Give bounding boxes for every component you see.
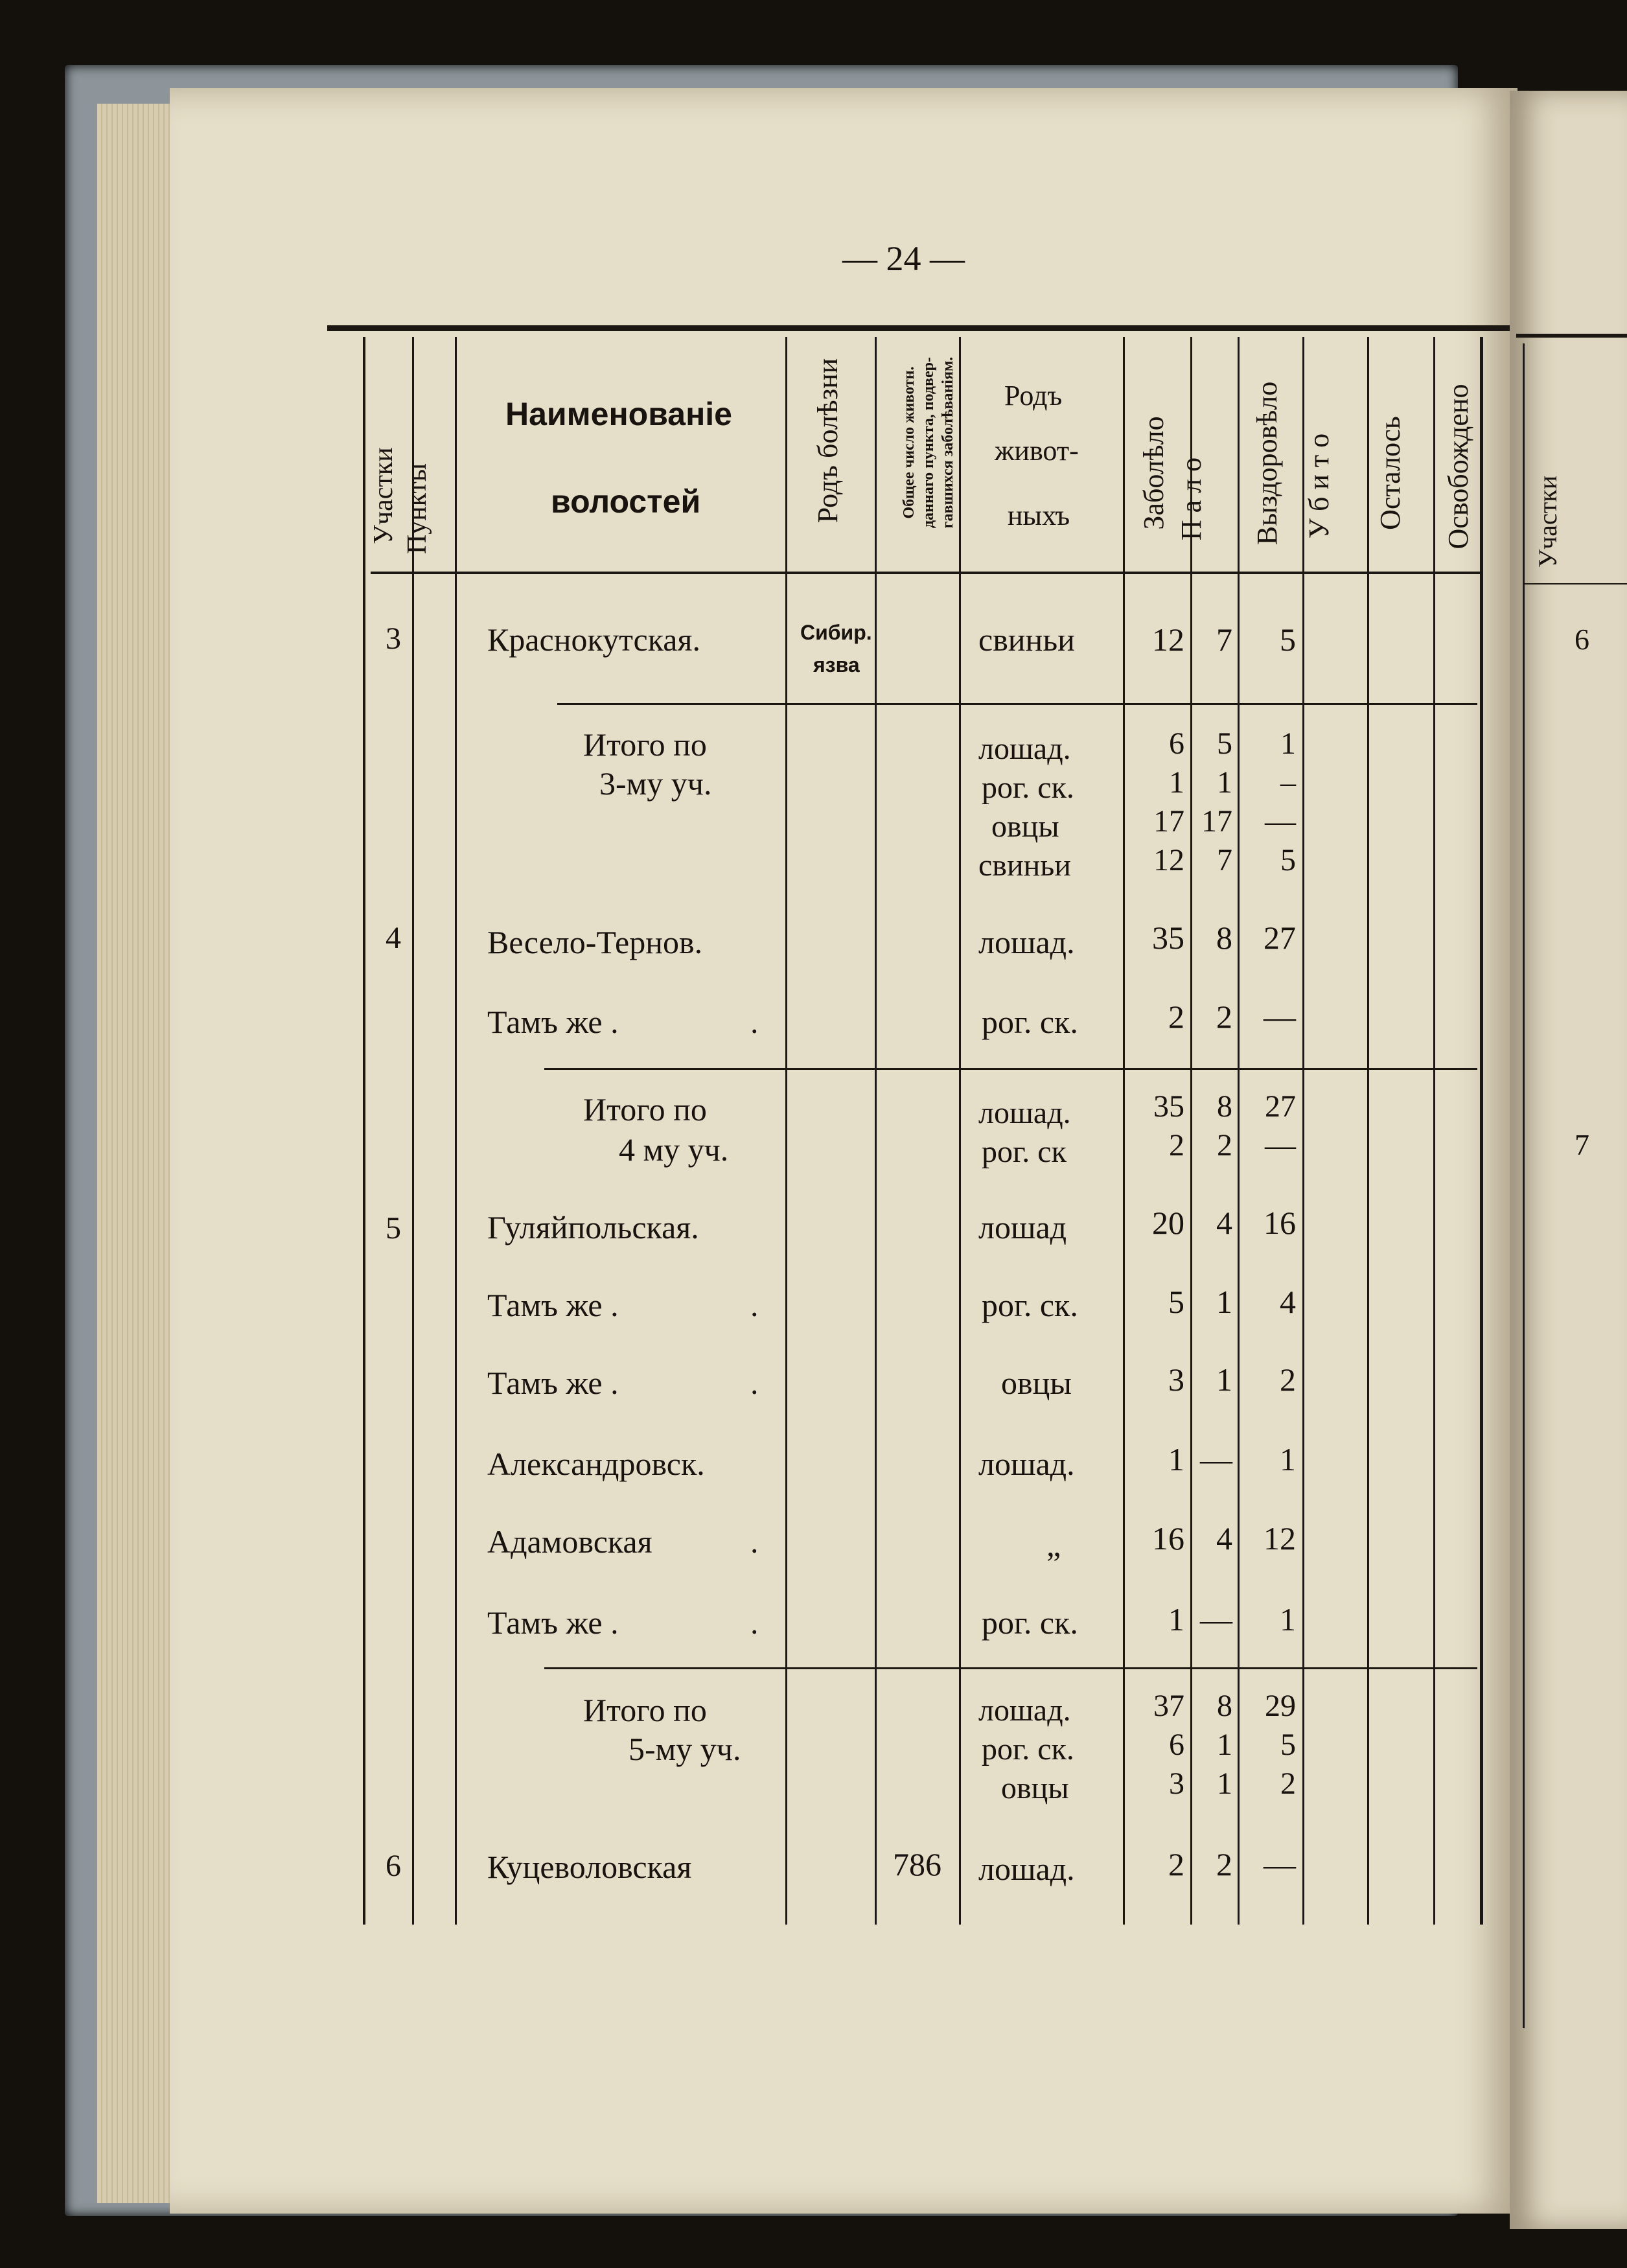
vyz-cell: 5: [1280, 1728, 1296, 1762]
vyz-cell: 27: [1264, 920, 1296, 956]
name-cell: Тамъ же .: [487, 1287, 619, 1323]
zab-cell: 3: [1168, 1361, 1184, 1398]
palo-cell: —: [1200, 1601, 1232, 1637]
palo-cell: 4: [1216, 1520, 1232, 1556]
palo-cell: 2: [1216, 999, 1232, 1035]
header-rod-3: ныхъ: [1008, 500, 1070, 531]
vyz-cell: 12: [1264, 1520, 1296, 1556]
animal-cell: лошад.: [978, 732, 1071, 766]
name-cell: Гуляйпольская.: [487, 1209, 699, 1245]
name-cell-2: 3-му уч.: [599, 765, 712, 802]
vyz-cell: 1: [1280, 726, 1296, 761]
vyz-cell: –: [1280, 765, 1296, 800]
zab-cell: 1: [1169, 765, 1184, 800]
animal-cell: рог. ск.: [982, 1732, 1074, 1766]
name-cell: Краснокутская.: [487, 621, 700, 658]
name-cell-2: 4 му уч.: [619, 1131, 729, 1168]
name-cell-2: 5-му уч.: [629, 1731, 741, 1767]
zab-cell: 37: [1153, 1689, 1184, 1723]
right-num-6: 6: [1575, 623, 1589, 656]
animal-cell: лошад.: [978, 1693, 1071, 1728]
palo-cell: 4: [1216, 1205, 1232, 1241]
uch-cell: 4: [386, 921, 401, 955]
zab-cell: 1: [1168, 1441, 1184, 1477]
zab-cell: 16: [1152, 1520, 1184, 1556]
dot-cell: .: [750, 1604, 759, 1641]
header-name-line2: волостей: [551, 483, 701, 520]
total-cell: 786: [893, 1846, 941, 1882]
header-osvobozhdeno: Освобождено: [1442, 384, 1474, 550]
name-cell: Тамъ же .: [487, 1365, 619, 1401]
palo-cell: 1: [1217, 1766, 1232, 1801]
zab-cell: 3: [1169, 1766, 1184, 1801]
name-cell: Итого по: [583, 726, 707, 763]
animal-cell: лошад.: [978, 1851, 1075, 1887]
uch-cell: 5: [386, 1211, 401, 1245]
disease-cell-2: язва: [813, 653, 860, 677]
vyz-cell: 2: [1280, 1361, 1296, 1398]
vyz-cell: —: [1264, 999, 1296, 1035]
dot-cell: .: [750, 1004, 759, 1040]
palo-cell: 1: [1217, 765, 1232, 800]
zab-cell: 2: [1168, 999, 1184, 1035]
palo-cell: 7: [1217, 843, 1232, 877]
animal-cell: свиньи: [978, 621, 1075, 658]
zab-cell: 12: [1152, 621, 1184, 658]
zab-cell: 6: [1169, 726, 1184, 761]
page-edges: [97, 104, 175, 2203]
zab-cell: 12: [1153, 843, 1184, 877]
zab-cell: 6: [1169, 1728, 1184, 1762]
animal-cell: овцы: [991, 809, 1059, 844]
dot-cell: .: [750, 1287, 759, 1323]
palo-cell: 2: [1217, 1128, 1232, 1163]
name-cell: Тамъ же .: [487, 1004, 619, 1040]
zab-cell: 35: [1152, 920, 1184, 956]
vyz-cell: —: [1264, 1846, 1296, 1882]
name-cell: Куцеволовская: [487, 1849, 692, 1885]
zab-cell: 17: [1153, 804, 1184, 839]
palo-cell: 8: [1217, 1089, 1232, 1124]
header-zabolelo: Заболѣло: [1138, 416, 1170, 530]
zab-cell: 2: [1168, 1846, 1184, 1882]
name-cell: Тамъ же .: [487, 1604, 619, 1641]
header-ubito: У б и т о: [1303, 433, 1335, 539]
vyz-cell: 27: [1265, 1089, 1296, 1124]
palo-cell: 17: [1201, 804, 1232, 839]
header-rod-2: живот-: [995, 435, 1079, 467]
zab-cell: 35: [1153, 1089, 1184, 1124]
vyz-cell: 5: [1280, 843, 1296, 877]
animal-cell: рог. ск.: [982, 1287, 1078, 1323]
vyz-cell: 2: [1280, 1766, 1296, 1801]
palo-cell: 1: [1216, 1284, 1232, 1320]
palo-cell: 7: [1216, 621, 1232, 658]
zab-cell: 1: [1168, 1601, 1184, 1637]
zab-cell: 5: [1168, 1284, 1184, 1320]
animal-cell: лошад: [978, 1209, 1067, 1245]
palo-cell: 1: [1216, 1361, 1232, 1398]
header-rod-1: Родъ: [1004, 380, 1063, 411]
animal-cell: рог. ск.: [982, 770, 1074, 805]
palo-cell: 5: [1217, 726, 1232, 761]
vyz-cell: 29: [1265, 1689, 1296, 1723]
animal-cell: рог. ск.: [982, 1604, 1078, 1641]
right-header: Участки: [1533, 475, 1562, 568]
animal-cell: лошад.: [978, 1446, 1075, 1482]
name-cell: Итого по: [583, 1091, 707, 1128]
animal-cell: лошад.: [978, 1096, 1071, 1130]
palo-cell: 8: [1217, 1689, 1232, 1723]
right-page: [1510, 91, 1627, 2229]
header-name-line1: Наименованіе: [505, 396, 732, 432]
right-num-7: 7: [1575, 1128, 1589, 1161]
vyz-cell: 4: [1280, 1284, 1296, 1320]
dot-cell: .: [750, 1523, 759, 1560]
dot-cell: .: [750, 1365, 759, 1401]
header-punkty: Пункты: [402, 463, 432, 555]
vyz-cell: 1: [1280, 1601, 1296, 1637]
page-number: — 24 —: [842, 239, 965, 278]
zab-cell: 2: [1169, 1128, 1184, 1163]
zab-cell: 20: [1152, 1205, 1184, 1241]
animal-cell: „: [1046, 1527, 1061, 1563]
header-ostalos: Осталось: [1374, 416, 1406, 530]
header-rod-bolezni: Родъ болѣзни: [812, 358, 844, 524]
name-cell: Итого по: [583, 1692, 707, 1728]
animal-cell: рог. ск.: [982, 1004, 1078, 1040]
palo-cell: 2: [1216, 1846, 1232, 1882]
animal-cell: овцы: [1001, 1365, 1072, 1401]
name-cell: Адамовская: [487, 1523, 652, 1560]
animal-cell: лошад.: [978, 924, 1075, 960]
disease-cell: Сибир.: [800, 621, 872, 644]
palo-cell: —: [1200, 1441, 1232, 1477]
header-obshchee-2: даннаго пункта, подвер-: [920, 357, 937, 528]
header-vyzdorovelo: Выздоровѣло: [1251, 381, 1283, 546]
header-obshchee-3: гавшихся заболѣваніям.: [940, 356, 956, 529]
header-obshchee-1: Общее число животн.: [901, 366, 917, 519]
vyz-cell: —: [1265, 804, 1296, 839]
header-uchastki: Участки: [369, 447, 398, 544]
header-palo: П а л о: [1175, 457, 1207, 541]
name-cell: Весело-Тернов.: [487, 924, 703, 960]
uch-cell: 3: [386, 621, 401, 656]
palo-cell: 1: [1217, 1728, 1232, 1762]
vyz-cell: —: [1265, 1128, 1296, 1163]
palo-cell: 8: [1216, 920, 1232, 956]
vyz-cell: 1: [1280, 1441, 1296, 1477]
name-cell: Александровск.: [487, 1446, 705, 1482]
uch-cell: 6: [386, 1849, 401, 1883]
vyz-cell: 5: [1280, 621, 1296, 658]
animal-cell: рог. ск: [982, 1135, 1067, 1169]
animal-cell: свиньи: [978, 848, 1071, 883]
vyz-cell: 16: [1264, 1205, 1296, 1241]
animal-cell: овцы: [1001, 1771, 1069, 1805]
